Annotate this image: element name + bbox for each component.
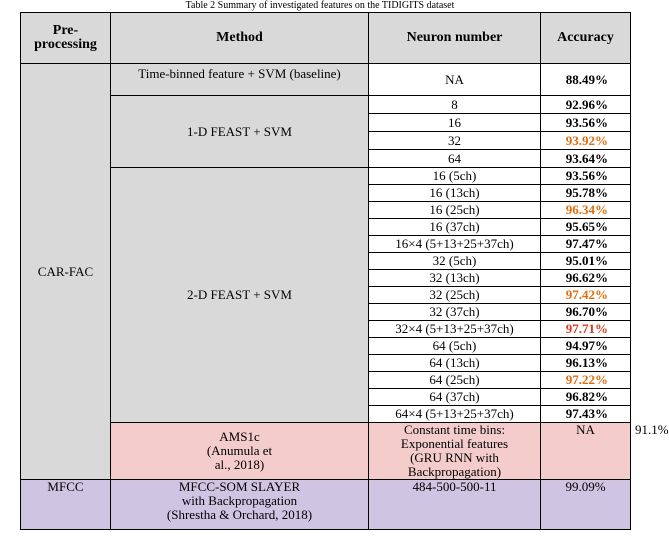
neuron-cell: 16 (13ch) bbox=[369, 185, 541, 202]
neuron-cell: 64 (13ch) bbox=[369, 355, 541, 372]
header-neuron-number: Neuron number bbox=[369, 13, 541, 64]
accuracy-cell: 95.78% bbox=[541, 185, 631, 202]
header-preprocessing: Pre- processing bbox=[21, 13, 111, 64]
accuracy-cell: 94.97% bbox=[541, 338, 631, 355]
neuron-cell: 8 bbox=[369, 96, 541, 114]
neuron-cell: 64 (25ch) bbox=[369, 372, 541, 389]
accuracy-cell: 97.71% bbox=[541, 321, 631, 338]
header-method: Method bbox=[111, 13, 369, 64]
accuracy-cell: 96.34% bbox=[541, 202, 631, 219]
neuron-cell: 32×4 (5+13+25+37ch) bbox=[369, 321, 541, 338]
table-row bbox=[21, 480, 631, 530]
table-row: AMS1c (Anumula et al., 2018) Constant time bins: Exponential features (GRU RNN with Backpropagation) NA 91.1% bbox=[21, 423, 631, 480]
neuron-cell: 64 bbox=[369, 150, 541, 168]
neuron-cell: 64×4 (5+13+25+37ch) bbox=[369, 406, 541, 423]
header-accuracy: Accuracy bbox=[541, 13, 631, 64]
accuracy-cell: 95.65% bbox=[541, 219, 631, 236]
accuracy-cell: 96.62% bbox=[541, 270, 631, 287]
accuracy-cell: 95.01% bbox=[541, 253, 631, 270]
neuron-cell: 16×4 (5+13+25+37ch) bbox=[369, 236, 541, 253]
table-caption: Table 2 Summary of investigated features on the TIDIGITS dataset bbox=[185, 0, 455, 11]
preprocessing-carfac: CAR-FAC bbox=[21, 64, 111, 480]
method-baseline: Time-binned feature + SVM (baseline) bbox=[111, 64, 369, 96]
accuracy-cell: 97.47% bbox=[541, 236, 631, 253]
accuracy-cell: 93.56% bbox=[541, 114, 631, 132]
table-row bbox=[21, 64, 631, 96]
neuron-cell: 32 bbox=[369, 132, 541, 150]
features-table bbox=[20, 12, 669, 530]
table-row bbox=[21, 168, 631, 185]
accuracy-cell: 97.42% bbox=[541, 287, 631, 304]
accuracy-cell: 93.56% bbox=[541, 168, 631, 185]
method-mfcc: MFCC-SOM SLAYER with Backpropagation (Shrestha & Orchard, 2018) bbox=[111, 480, 369, 530]
preprocessing-ams1c: AMS1c (Anumula et al., 2018) bbox=[111, 423, 369, 480]
table-row bbox=[21, 96, 631, 114]
accuracy-cell: 92.96% bbox=[541, 96, 631, 114]
neuron-cell: NA bbox=[369, 64, 541, 96]
neuron-cell: 16 (5ch) bbox=[369, 168, 541, 185]
preprocessing-mfcc: MFCC bbox=[21, 480, 111, 530]
accuracy-cell: 88.49% bbox=[541, 64, 631, 96]
accuracy-cell: 97.43% bbox=[541, 406, 631, 423]
neuron-cell: 484-500-500-11 bbox=[369, 480, 541, 530]
accuracy-cell: 93.92% bbox=[541, 132, 631, 150]
method-ams1c: Constant time bins: Exponential features (GRU RNN with Backpropagation) bbox=[369, 423, 541, 480]
method-feast-2d: 2-D FEAST + SVM bbox=[111, 168, 369, 423]
neuron-cell: 16 bbox=[369, 114, 541, 132]
accuracy-cell: 96.82% bbox=[541, 389, 631, 406]
accuracy-cell: 96.13% bbox=[541, 355, 631, 372]
neuron-cell: 16 (37ch) bbox=[369, 219, 541, 236]
neuron-cell: 64 (37ch) bbox=[369, 389, 541, 406]
accuracy-cell: 93.64% bbox=[541, 150, 631, 168]
neuron-cell: 32 (13ch) bbox=[369, 270, 541, 287]
accuracy-cell: 99.09% bbox=[541, 480, 631, 530]
neuron-cell: NA bbox=[541, 423, 631, 480]
method-feast-1d: 1-D FEAST + SVM bbox=[111, 96, 369, 168]
neuron-cell: 32 (25ch) bbox=[369, 287, 541, 304]
neuron-cell: 32 (37ch) bbox=[369, 304, 541, 321]
accuracy-cell: 97.22% bbox=[541, 372, 631, 389]
accuracy-cell: 96.70% bbox=[541, 304, 631, 321]
neuron-cell: 16 (25ch) bbox=[369, 202, 541, 219]
neuron-cell: 32 (5ch) bbox=[369, 253, 541, 270]
neuron-cell: 64 (5ch) bbox=[369, 338, 541, 355]
